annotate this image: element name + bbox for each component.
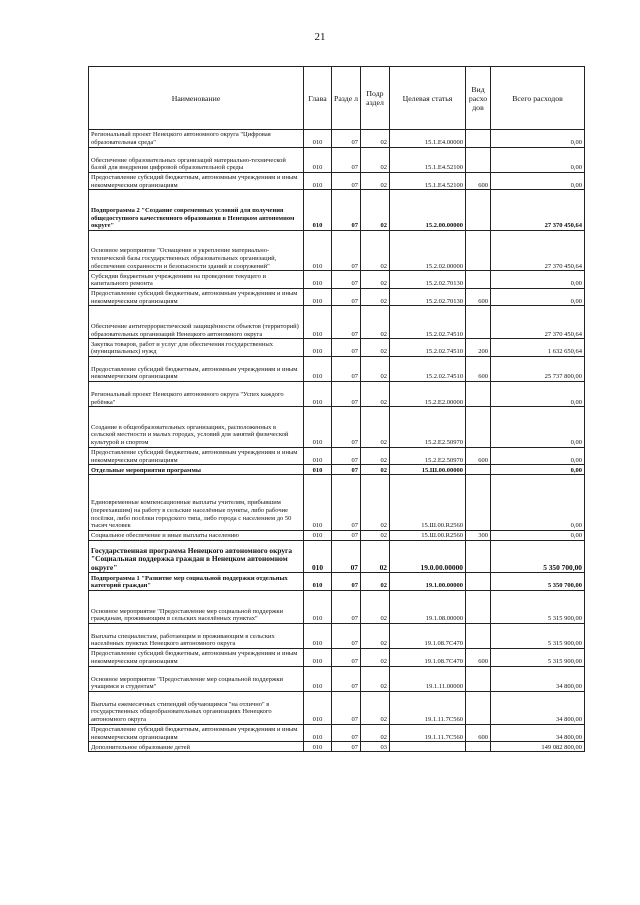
- row-name-cell: Основное мероприятие "Предоставление мер социальной поддержки гражданам, проживающим в сельских населённых пунктах": [89, 591, 304, 624]
- row-total-cell: 0,00: [491, 147, 585, 172]
- row-target-cell: 15.2.02.70130: [390, 288, 466, 306]
- row-total-cell: 0,00: [491, 381, 585, 406]
- row-vid-cell: 600: [466, 356, 491, 381]
- row-total-cell: 0,00: [491, 407, 585, 447]
- row-name-cell: Предоставление субсидий бюджетным, автономным учреждениям и иным некоммерческим организациям: [89, 288, 304, 306]
- row-glava-cell: 010: [304, 147, 332, 172]
- table-row: [89, 172, 585, 190]
- row-total-cell: 5 350 700,00: [491, 540, 585, 573]
- row-podrazdel-cell: 02: [361, 475, 390, 531]
- row-glava-cell: 010: [304, 623, 332, 648]
- row-razdel-cell: 07: [332, 666, 361, 691]
- table-row: [89, 271, 585, 289]
- row-podrazdel-cell: 02: [361, 691, 390, 724]
- table-row: [89, 540, 585, 573]
- row-name-cell: Отдельные мероприятия программы: [89, 465, 304, 475]
- row-name-cell: Предоставление субсидий бюджетным, автономным учреждениям и иным некоммерческим организациям: [89, 447, 304, 465]
- row-razdel-cell: 07: [332, 147, 361, 172]
- row-total-cell: 27 370 450,64: [491, 230, 585, 270]
- row-podrazdel-cell: 02: [361, 356, 390, 381]
- row-podrazdel-cell: 02: [361, 271, 390, 289]
- table-row: [89, 724, 585, 742]
- row-podrazdel-cell: 02: [361, 381, 390, 406]
- row-podrazdel-cell: 02: [361, 649, 390, 667]
- row-vid-cell: 200: [466, 339, 491, 357]
- row-target-cell: 19.1.08.7C470: [390, 649, 466, 667]
- row-razdel-cell: 07: [332, 407, 361, 447]
- row-total-cell: 5 315 900,00: [491, 623, 585, 648]
- row-total-cell: 5 315 900,00: [491, 649, 585, 667]
- table-row: [89, 475, 585, 531]
- row-glava-cell: 010: [304, 339, 332, 357]
- row-vid-cell: 600: [466, 172, 491, 190]
- row-razdel-cell: 07: [332, 381, 361, 406]
- row-name-cell: Основное мероприятие "Оснащение и укрепление материально-технической базы государственных образовательных организаций, обеспечение сохранности и безопасности зданий и сооружений": [89, 230, 304, 270]
- row-name-cell: Создание в общеобразовательных организациях, расположенных в сельской местности и малых городах, условий для занятий физической культурой и спортом: [89, 407, 304, 447]
- row-total-cell: 34 800,00: [491, 724, 585, 742]
- row-glava-cell: 010: [304, 447, 332, 465]
- table-row: [89, 530, 585, 540]
- col-header-name: Наименование: [89, 67, 304, 130]
- row-podrazdel-cell: 02: [361, 666, 390, 691]
- row-target-cell: 15.2.02.00000: [390, 230, 466, 270]
- row-podrazdel-cell: 02: [361, 623, 390, 648]
- col-header-glava: Глава: [304, 67, 332, 130]
- row-total-cell: 34 800,00: [491, 691, 585, 724]
- row-name-cell: Региональный проект Ненецкого автономного округа "Цифровая образовательная среда": [89, 130, 304, 148]
- row-podrazdel-cell: 02: [361, 465, 390, 475]
- row-razdel-cell: 07: [332, 724, 361, 742]
- row-razdel-cell: 07: [332, 573, 361, 591]
- row-vid-cell: [466, 742, 491, 752]
- table-row: [89, 130, 585, 148]
- row-podrazdel-cell: 02: [361, 130, 390, 148]
- row-total-cell: 0,00: [491, 465, 585, 475]
- budget-table: [88, 66, 585, 752]
- row-total-cell: 0,00: [491, 475, 585, 531]
- table-row: [89, 447, 585, 465]
- row-glava-cell: 010: [304, 130, 332, 148]
- row-name-cell: Обеспечение антитеррористической защищённости объектов (территорий) образовательных организаций Ненецкого автономного округа: [89, 306, 304, 339]
- row-total-cell: 5 315 900,00: [491, 591, 585, 624]
- row-vid-cell: 600: [466, 724, 491, 742]
- row-target-cell: 15.2.E2.50970: [390, 407, 466, 447]
- row-podrazdel-cell: 02: [361, 306, 390, 339]
- row-target-cell: 15.1.E4.52100: [390, 147, 466, 172]
- col-header-podrazdel: Подр аздел: [361, 67, 390, 130]
- row-name-cell: Единовременные компенсационные выплаты учителям, прибывшим (переехавшим) на работу в сельские населённые пункты, либо рабочие посёлки, либо посёлки городского типа, либо города с населением до 50 тысяч человек: [89, 475, 304, 531]
- row-name-cell: Государственная программа Ненецкого автономного округа "Социальная поддержка граждан в Ненецком автономном округе": [89, 540, 304, 573]
- row-glava-cell: 010: [304, 724, 332, 742]
- row-vid-cell: [466, 573, 491, 591]
- row-vid-cell: [466, 306, 491, 339]
- row-vid-cell: [466, 591, 491, 624]
- table-row: [89, 190, 585, 230]
- table-row: [89, 407, 585, 447]
- row-podrazdel-cell: 02: [361, 447, 390, 465]
- row-glava-cell: 010: [304, 540, 332, 573]
- row-name-cell: Социальное обеспечение и иные выплаты населению: [89, 530, 304, 540]
- row-name-cell: Субсидии бюджетным учреждениям на проведение текущего и капитального ремонта: [89, 271, 304, 289]
- row-vid-cell: [466, 271, 491, 289]
- row-podrazdel-cell: 02: [361, 573, 390, 591]
- row-total-cell: 0,00: [491, 530, 585, 540]
- row-target-cell: 19.1.08.00000: [390, 591, 466, 624]
- row-name-cell: Основное мероприятие "Предоставление мер социальной поддержки учащимся и студентам": [89, 666, 304, 691]
- row-glava-cell: 010: [304, 407, 332, 447]
- row-razdel-cell: 07: [332, 288, 361, 306]
- table-row: [89, 666, 585, 691]
- row-target-cell: 15.2.E2.50970: [390, 447, 466, 465]
- row-vid-cell: [466, 130, 491, 148]
- row-razdel-cell: 07: [332, 356, 361, 381]
- row-target-cell: 15.2.02.74510: [390, 306, 466, 339]
- col-header-target: Целевая статья: [390, 67, 466, 130]
- row-razdel-cell: 07: [332, 649, 361, 667]
- table-row: [89, 306, 585, 339]
- table-row: [89, 356, 585, 381]
- row-vid-cell: 600: [466, 649, 491, 667]
- row-name-cell: Предоставление субсидий бюджетным, автономным учреждениям и иным некоммерческим организациям: [89, 724, 304, 742]
- table-row: [89, 623, 585, 648]
- row-target-cell: 15.2.00.00000: [390, 190, 466, 230]
- row-razdel-cell: 07: [332, 271, 361, 289]
- row-total-cell: 0,00: [491, 447, 585, 465]
- row-total-cell: 25 737 800,00: [491, 356, 585, 381]
- row-name-cell: Предоставление субсидий бюджетным, автономным учреждениям и иным некоммерческим организациям: [89, 356, 304, 381]
- row-vid-cell: [466, 475, 491, 531]
- row-razdel-cell: 07: [332, 306, 361, 339]
- row-total-cell: 1 632 650,64: [491, 339, 585, 357]
- row-razdel-cell: 07: [332, 691, 361, 724]
- row-glava-cell: 010: [304, 306, 332, 339]
- row-total-cell: 34 800,00: [491, 666, 585, 691]
- row-glava-cell: 010: [304, 649, 332, 667]
- row-podrazdel-cell: 02: [361, 288, 390, 306]
- row-target-cell: 19.1.11.7C560: [390, 691, 466, 724]
- row-target-cell: 19.0.00.00000: [390, 540, 466, 573]
- row-target-cell: 15.2.02.74510: [390, 339, 466, 357]
- row-total-cell: 149 082 800,00: [491, 742, 585, 752]
- row-target-cell: 15.Ш.00.00000: [390, 465, 466, 475]
- row-razdel-cell: 07: [332, 230, 361, 270]
- row-total-cell: 0,00: [491, 130, 585, 148]
- row-name-cell: Обеспечение образовательных организаций материально-технической базой для внедрения цифровой образовательной среды: [89, 147, 304, 172]
- row-glava-cell: 010: [304, 573, 332, 591]
- row-podrazdel-cell: 02: [361, 172, 390, 190]
- row-podrazdel-cell: 02: [361, 230, 390, 270]
- table-row: [89, 691, 585, 724]
- table-row: [89, 649, 585, 667]
- row-glava-cell: 010: [304, 356, 332, 381]
- row-vid-cell: [466, 230, 491, 270]
- row-target-cell: 19.1.00.00000: [390, 573, 466, 591]
- row-razdel-cell: 07: [332, 475, 361, 531]
- row-target-cell: 19.1.11.00000: [390, 666, 466, 691]
- row-total-cell: 27 370 450,64: [491, 190, 585, 230]
- row-vid-cell: [466, 623, 491, 648]
- row-razdel-cell: 07: [332, 540, 361, 573]
- table-header-row: [89, 67, 585, 130]
- row-vid-cell: [466, 540, 491, 573]
- row-razdel-cell: 07: [332, 530, 361, 540]
- row-vid-cell: [466, 407, 491, 447]
- row-razdel-cell: 07: [332, 623, 361, 648]
- row-total-cell: 0,00: [491, 172, 585, 190]
- row-target-cell: 15.2.02.70130: [390, 271, 466, 289]
- row-name-cell: Предоставление субсидий бюджетным, автономным учреждениям и иным некоммерческим организациям: [89, 172, 304, 190]
- col-header-total: Всего расходов: [491, 67, 585, 130]
- table-row: [89, 742, 585, 752]
- row-vid-cell: [466, 666, 491, 691]
- row-name-cell: Выплаты ежемесячных стипендий обучающимся "на отлично" в государственных общеобразовательных организациях Ненецкого автономного округа: [89, 691, 304, 724]
- row-podrazdel-cell: 02: [361, 591, 390, 624]
- row-razdel-cell: 07: [332, 742, 361, 752]
- row-razdel-cell: 07: [332, 172, 361, 190]
- row-podrazdel-cell: 02: [361, 724, 390, 742]
- row-target-cell: 15.1.E4.52100: [390, 172, 466, 190]
- row-razdel-cell: 07: [332, 591, 361, 624]
- row-name-cell: Предоставление субсидий бюджетным, автономным учреждениям и иным некоммерческим организациям: [89, 649, 304, 667]
- row-podrazdel-cell: 02: [361, 147, 390, 172]
- row-vid-cell: [466, 190, 491, 230]
- page-number: 21: [314, 31, 326, 43]
- row-total-cell: 0,00: [491, 288, 585, 306]
- row-podrazdel-cell: 02: [361, 190, 390, 230]
- row-podrazdel-cell: 02: [361, 530, 390, 540]
- row-razdel-cell: 07: [332, 190, 361, 230]
- row-name-cell: Дополнительное образование детей: [89, 742, 304, 752]
- table-row: [89, 591, 585, 624]
- row-podrazdel-cell: 02: [361, 407, 390, 447]
- row-target-cell: 19.1.08.7C470: [390, 623, 466, 648]
- row-vid-cell: [466, 465, 491, 475]
- row-target-cell: 15.Ш.00.R2560: [390, 530, 466, 540]
- row-vid-cell: [466, 381, 491, 406]
- table-row: [89, 465, 585, 475]
- row-vid-cell: 300: [466, 530, 491, 540]
- row-target-cell: 15.1.E4.00000: [390, 130, 466, 148]
- table-row: [89, 230, 585, 270]
- row-total-cell: 0,00: [491, 271, 585, 289]
- row-total-cell: 5 350 700,00: [491, 573, 585, 591]
- row-vid-cell: 600: [466, 447, 491, 465]
- row-name-cell: Подпрограмма 1 "Развитие мер социальной поддержки отдельных категорий граждан": [89, 573, 304, 591]
- row-razdel-cell: 07: [332, 465, 361, 475]
- row-glava-cell: 010: [304, 288, 332, 306]
- row-glava-cell: 010: [304, 381, 332, 406]
- col-header-vid: Вид расхо дов: [466, 67, 491, 130]
- row-target-cell: 15.Ш.00.R2560: [390, 475, 466, 531]
- table-row: [89, 381, 585, 406]
- row-podrazdel-cell: 02: [361, 540, 390, 573]
- row-glava-cell: 010: [304, 666, 332, 691]
- row-glava-cell: 010: [304, 591, 332, 624]
- row-razdel-cell: 07: [332, 339, 361, 357]
- row-vid-cell: 600: [466, 288, 491, 306]
- row-glava-cell: 010: [304, 475, 332, 531]
- row-name-cell: Подпрограмма 2 "Создание современных условий для получения общедоступного качественного образования в Ненецком автономном округе": [89, 190, 304, 230]
- row-glava-cell: 010: [304, 271, 332, 289]
- row-target-cell: 19.1.11.7C560: [390, 724, 466, 742]
- row-vid-cell: [466, 691, 491, 724]
- table-row: [89, 573, 585, 591]
- row-vid-cell: [466, 147, 491, 172]
- table-row: [89, 339, 585, 357]
- row-glava-cell: 010: [304, 465, 332, 475]
- row-total-cell: 27 370 450,64: [491, 306, 585, 339]
- row-glava-cell: 010: [304, 230, 332, 270]
- table-row: [89, 147, 585, 172]
- row-target-cell: [390, 742, 466, 752]
- row-glava-cell: 010: [304, 742, 332, 752]
- row-glava-cell: 010: [304, 691, 332, 724]
- row-name-cell: Региональный проект Ненецкого автономного округа "Успех каждого ребёнка": [89, 381, 304, 406]
- row-glava-cell: 010: [304, 190, 332, 230]
- row-name-cell: Выплаты специалистам, работающим и проживающим в сельских населённых пунктах Ненецкого автономного округа: [89, 623, 304, 648]
- row-target-cell: 15.2.02.74510: [390, 356, 466, 381]
- table-row: [89, 288, 585, 306]
- col-header-razdel: Разде л: [332, 67, 361, 130]
- row-glava-cell: 010: [304, 530, 332, 540]
- row-podrazdel-cell: 03: [361, 742, 390, 752]
- row-glava-cell: 010: [304, 172, 332, 190]
- row-podrazdel-cell: 02: [361, 339, 390, 357]
- row-target-cell: 15.2.E2.00000: [390, 381, 466, 406]
- row-razdel-cell: 07: [332, 130, 361, 148]
- row-razdel-cell: 07: [332, 447, 361, 465]
- row-name-cell: Закупка товаров, работ и услуг для обеспечения государственных (муниципальных) нужд: [89, 339, 304, 357]
